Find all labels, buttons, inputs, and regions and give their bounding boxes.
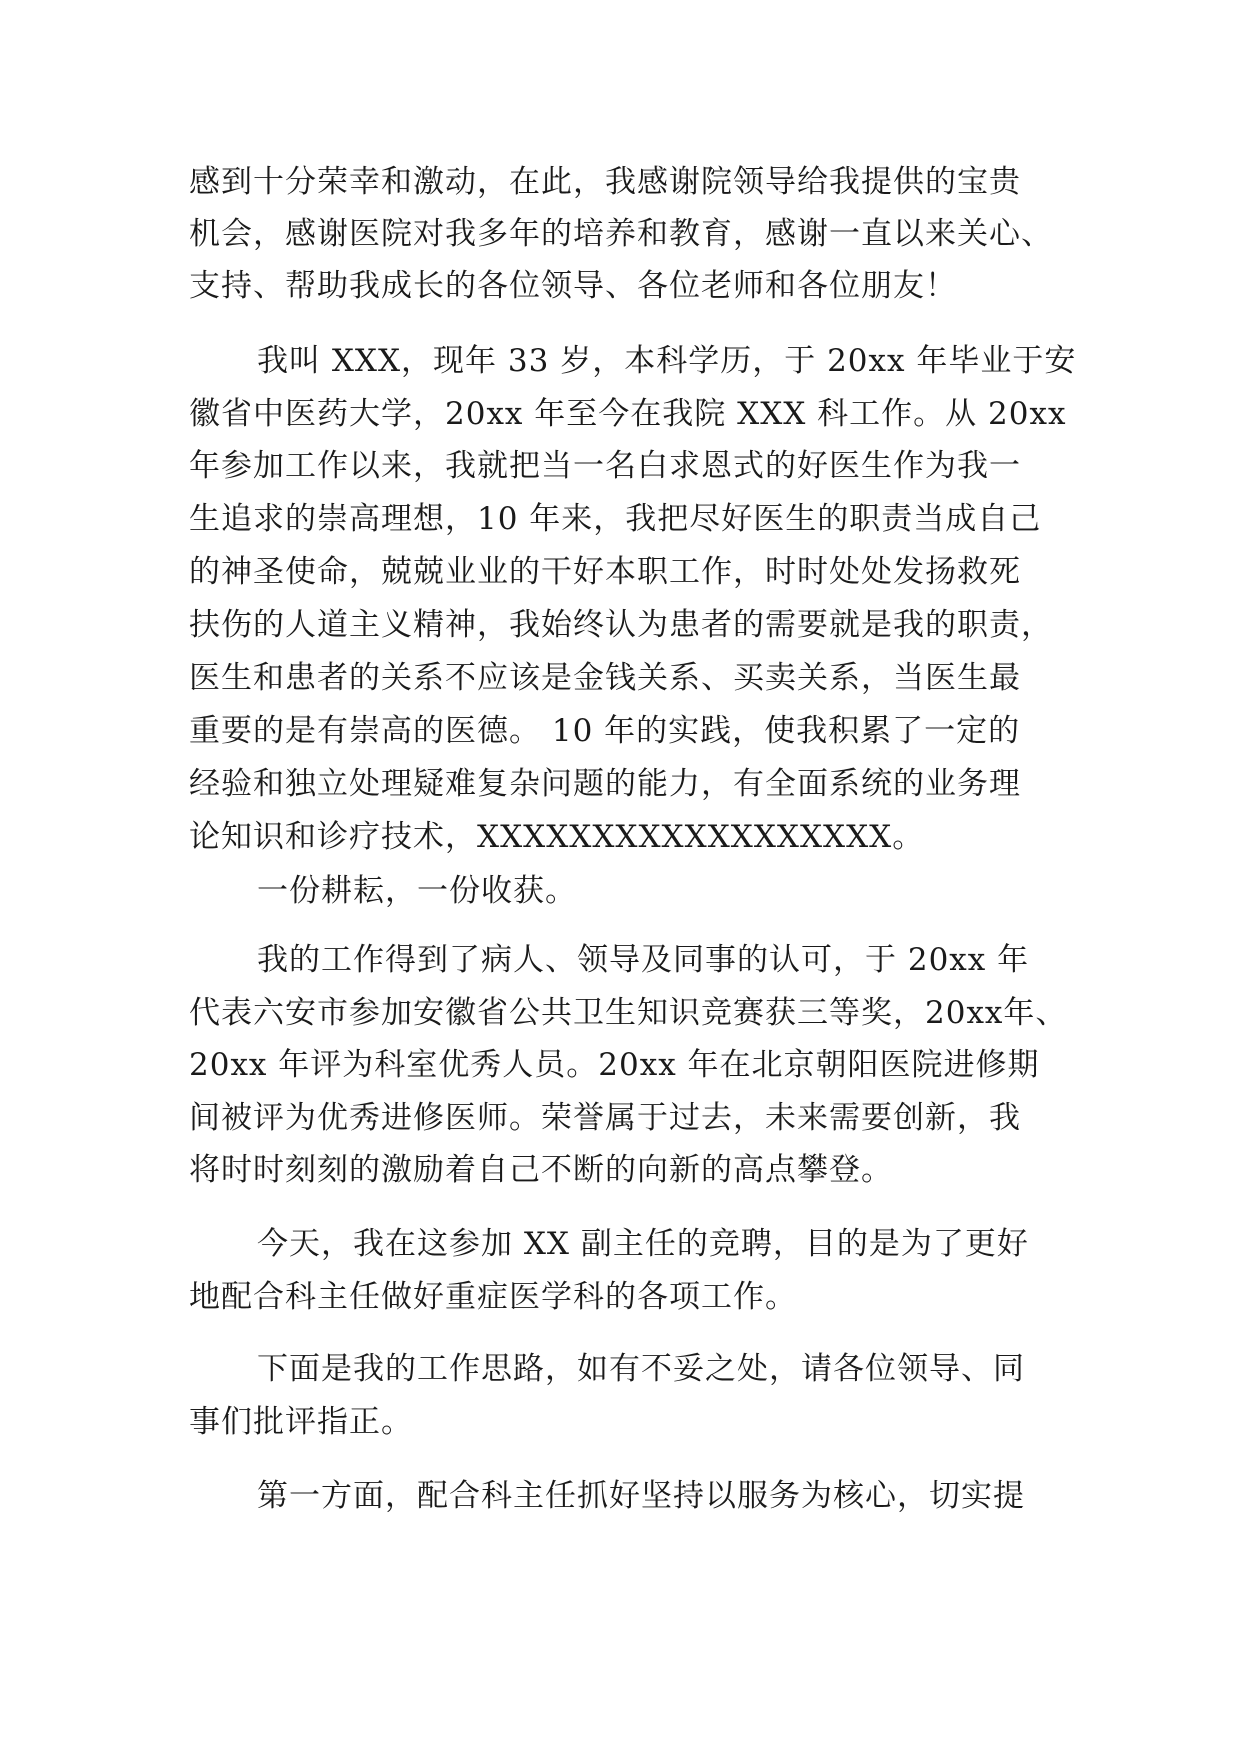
text-line: 机会，感谢医院对我多年的培养和教育，感谢一直以来关心、	[189, 216, 1053, 252]
text-line: 医生和患者的关系不应该是金钱关系、买卖关系，当医生最	[189, 660, 1021, 696]
text-line: 支持、帮助我成长的各位领导、各位老师和各位朋友！	[189, 268, 957, 304]
text-line: 生追求的崇高理想，10 年来，我把尽好医生的职责当成自己	[189, 501, 1042, 537]
text-line: 年参加工作以来，我就把当一名白求恩式的好医生作为我一	[189, 448, 1021, 484]
text-line: 一份耕耘，一份收获。	[257, 873, 577, 909]
text-line: 代表六安市参加安徽省公共卫生知识竞赛获三等奖，20xx年、	[189, 995, 1068, 1031]
text-line: 间被评为优秀进修医师。荣誉属于过去，未来需要创新，我	[189, 1100, 1021, 1136]
text-line: 事们批评指正。	[189, 1404, 413, 1440]
text-line: 20xx 年评为科室优秀人员。20xx 年在北京朝阳医院进修期	[189, 1047, 1040, 1083]
text-line: 第一方面，配合科主任抓好坚持以服务为核心，切实提	[257, 1478, 1025, 1514]
text-line: 我叫 XXX，现年 33 岁，本科学历，于 20xx 年毕业于安	[257, 343, 1077, 379]
text-line: 地配合科主任做好重症医学科的各项工作。	[189, 1279, 797, 1315]
text-line: 徽省中医药大学，20xx 年至今在我院 XXX 科工作。从 20xx	[189, 396, 1067, 432]
text-line: 我的工作得到了病人、领导及同事的认可，于 20xx 年	[257, 942, 1030, 978]
text-line: 经验和独立处理疑难复杂问题的能力，有全面系统的业务理	[189, 766, 1021, 802]
text-line: 下面是我的工作思路，如有不妥之处，请各位领导、同	[257, 1351, 1025, 1387]
text-line: 的神圣使命，兢兢业业的干好本职工作，时时处处发扬救死	[189, 554, 1021, 590]
text-line: 将时时刻刻的激励着自己不断的向新的高点攀登。	[189, 1152, 893, 1188]
text-line: 感到十分荣幸和激动，在此，我感谢院领导给我提供的宝贵	[189, 164, 1021, 200]
text-line: 重要的是有崇高的医德。 10 年的实践，使我积累了一定的	[189, 713, 1021, 749]
text-line: 今天，我在这参加 XX 副主任的竞聘，目的是为了更好	[257, 1226, 1029, 1262]
text-line: 扶伤的人道主义精神，我始终认为患者的需要就是我的职责，	[189, 607, 1053, 643]
text-line: 论知识和诊疗技术，XXXXXXXXXXXXXXXXXX。	[189, 819, 925, 855]
